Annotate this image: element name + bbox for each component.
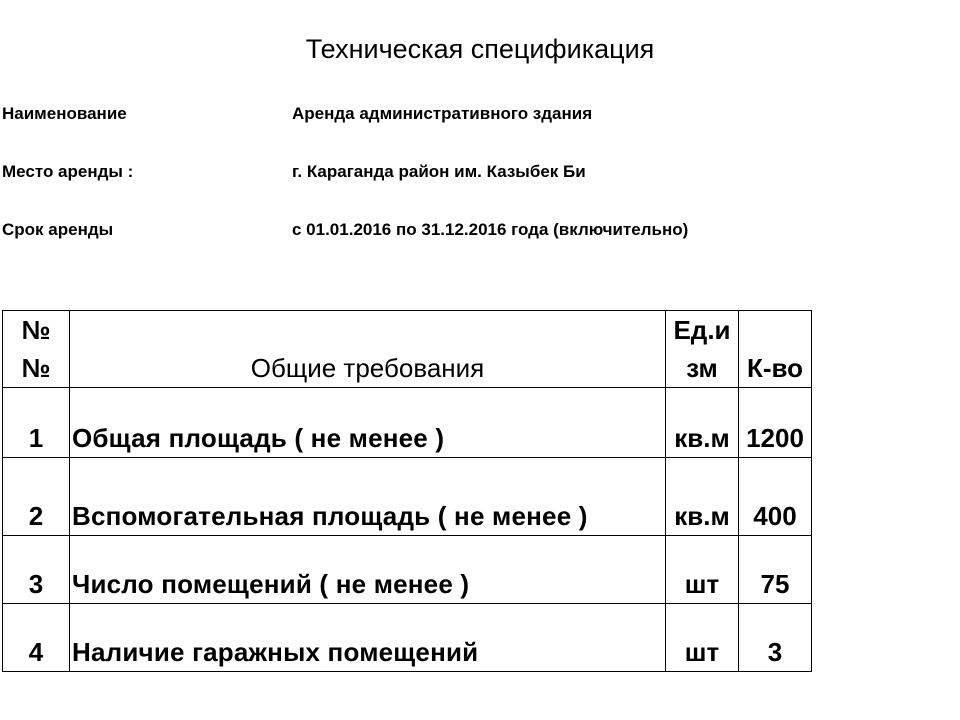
row-unit: шт bbox=[666, 604, 739, 672]
table-row bbox=[3, 536, 812, 604]
table-row bbox=[3, 458, 812, 536]
row-num: 3 bbox=[3, 536, 70, 604]
header-num: № № bbox=[3, 311, 70, 388]
field-value-location: г. Караганда район им. Казыбек Би bbox=[292, 162, 586, 181]
header-qty: К-во bbox=[739, 311, 812, 388]
field-label-location: Место аренды : bbox=[2, 162, 134, 181]
field-label-term: Срок аренды bbox=[2, 220, 114, 239]
header-unit: Ед.и зм bbox=[666, 311, 739, 388]
field-label-name: Наименование bbox=[2, 104, 127, 123]
row-num: 2 bbox=[3, 458, 70, 536]
field-value-name: Аренда административного здания bbox=[292, 104, 593, 123]
header-requirement: Общие требования bbox=[70, 311, 666, 388]
row-unit: кв.м bbox=[666, 388, 739, 458]
spec-table bbox=[2, 310, 812, 672]
row-qty: 1200 bbox=[739, 388, 812, 458]
row-unit: шт bbox=[666, 536, 739, 604]
document-title: Техническая спецификация bbox=[305, 34, 655, 64]
row-requirement: Число помещений ( не менее ) bbox=[70, 536, 666, 604]
row-requirement: Общая площадь ( не менее ) bbox=[70, 388, 666, 458]
row-num: 4 bbox=[3, 604, 70, 672]
table-row bbox=[3, 604, 812, 672]
table-row bbox=[3, 388, 812, 458]
row-qty: 400 bbox=[739, 458, 812, 536]
row-requirement: Наличие гаражных помещений bbox=[70, 604, 666, 672]
table-header-row bbox=[3, 311, 812, 388]
field-value-term: с 01.01.2016 по 31.12.2016 года (включительно) bbox=[292, 220, 689, 239]
row-qty: 75 bbox=[739, 536, 812, 604]
row-qty: 3 bbox=[739, 604, 812, 672]
row-requirement: Вспомогательная площадь ( не менее ) bbox=[70, 458, 666, 536]
row-num: 1 bbox=[3, 388, 70, 458]
row-unit: кв.м bbox=[666, 458, 739, 536]
